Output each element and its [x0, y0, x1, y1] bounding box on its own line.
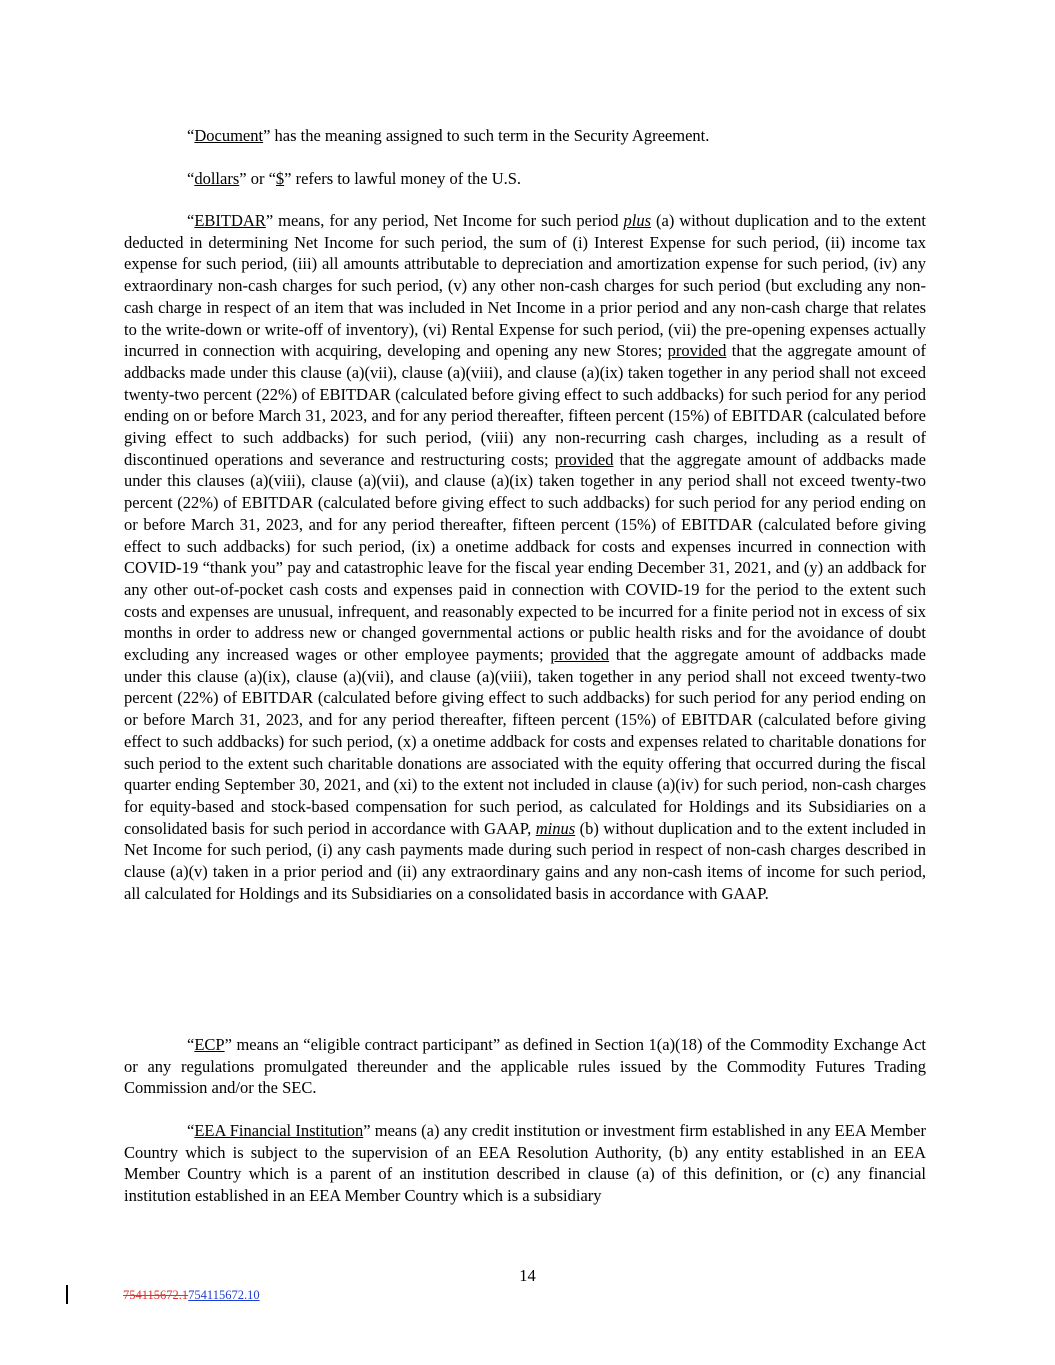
definition-eea-financial-institution — [124, 1120, 926, 1207]
definition-text-part-1: ” means, for any period, Net Income for such period — [265, 211, 624, 230]
definition-text-part-5: that the aggregate amount of addbacks made under this clause (a)(ix), clause (a)(vii), and clause (a)(viii), taken together in any period shall not exceed twenty-two percent (22%) of EBITDAR (calculated before giving effect to such addbacks) for such period for any period ending on or before March 31, 2023, and for any period thereafter, fifteen percent (15%) of EBITDAR (calculated before giving effect to such addbacks) for such period, (x) a onetime addback for costs and expenses related to charitable donations for such period to the extent such charitable donations are associated with the equity offering that occurred during the fiscal quarter ending September 30, 2021, and (xi) to the extent not included in clause (a)(iv) for such period, non-cash charges for equity-based and stock-based compensation for such period, as calculated for Holdings and its Subsidiaries on a consolidated basis for such period in accordance with GAAP, — [124, 645, 926, 838]
definition-connector: ” or “ — [239, 169, 276, 188]
provided-keyword: provided — [554, 449, 614, 469]
open-quote: “ — [187, 1035, 195, 1054]
definition-text-part-4: that the aggregate amount of addbacks made under this clauses (a)(viii), clause (a)(vii), and clause (a)(ix) taken together in any period shall not exceed twenty-two percent (22%) of EBITDAR (calculated before giving effect to such addbacks) for such period for any period ending on or before March 31, 2023, and for any period thereafter, fifteen percent (15%) of EBITDAR (calculated before giving effect to such addbacks) for such period, (ix) a onetime addback for costs and expenses incurred in connection with COVID-19 “thank you” pay and catastrophic leave for the fiscal year ending December 31, 2021, and (y) an addback for any other out-of-pocket cash costs and expenses paid in connection with COVID-19 for the period to the extent such costs and expenses are unusual, infrequent, and reasonably expected to be incurred for a finite period not in excess of six months in order to address new or changed governmental actions or public health risks and for the avoidance of doubt excluding any increased wages or other employee payments; — [124, 449, 926, 665]
defined-term-document: Document — [194, 126, 264, 145]
provided-keyword: provided — [550, 645, 610, 665]
inserted-document-id: 754115672.10 — [188, 1288, 260, 1302]
defined-term-eea: EEA Financial Institution — [194, 1121, 364, 1140]
defined-term-dollars: dollars — [194, 169, 240, 188]
definition-text: ” has the meaning assigned to such term in the Security Agreement. — [263, 126, 710, 145]
provided-keyword: provided — [667, 341, 727, 361]
defined-term-ebitdar: EBITDAR — [194, 211, 266, 230]
open-quote: “ — [187, 126, 195, 145]
minus-keyword: minus — [535, 818, 576, 838]
document-id — [123, 1288, 260, 1303]
defined-term-ecp: ECP — [194, 1035, 225, 1054]
definition-ecp — [124, 1034, 926, 1099]
page-number: 14 — [519, 1266, 536, 1285]
deleted-document-id: 754115672.1 — [123, 1288, 189, 1302]
defined-term-dollar-sign: $ — [275, 169, 285, 188]
definition-text-part-3: that the aggregate amount of addbacks made under this clause (a)(vii), clause (a)(viii), and clause (a)(ix) taken together in any period shall not exceed twenty-two percent (22%) of EBITDAR (calculated before giving effect to such addbacks) for such period for any period ending on or before March 31, 2023, and for any period thereafter, fifteen percent (15%) of EBITDAR (calculated before giving effect to such addbacks) for such period, (viii) any non-recurring cash charges, including as a result of discontinued operations and severance and restructuring costs; — [124, 341, 926, 469]
open-quote: “ — [187, 169, 195, 188]
definition-text-part-2: (a) without duplication and to the extent deducted in determining Net Income for such period, the sum of (i) Interest Expense for such period, (ii) income tax expense for such period, (iii) all amounts attributable to depreciation and amortization expense for such period, (iv) any extraordinary non-cash charges for such period, (v) any other non-cash charges for such period (but excluding any non-cash charge in respect of an item that was included in Net Income in a prior period and any non-cash charge that relates to the write-down or write-off of inventory), (vi) Rental Expense for such period, (vii) the pre-opening expenses actually incurred in connection with acquiring, developing and opening any new Stores; — [124, 211, 926, 361]
plus-keyword: plus — [623, 211, 652, 230]
definition-text-part-6: (b) without duplication and to the extent included in Net Income for such period, (i) any cash payments made during such period in respect of non-cash charges described in clause (a)(v) taken in a prior period and (ii) any extraordinary gains and any non-cash items of income for such period, all calculated for Holdings and its Subsidiaries on a consolidated basis in accordance with GAAP. — [124, 818, 926, 903]
definition-dollars — [124, 168, 926, 190]
definition-text: ” means (a) any credit institution or investment firm established in any EEA Member Country which is subject to the supervision of an EEA Resolution Authority, (b) any entity established in an EEA Member Country which is a parent of an institution described in clause (a) of this definition, or (c) any financial institution established in an EEA Member Country which is a subsidiary — [124, 1121, 926, 1206]
definition-text: ” refers to lawful money of the U.S. — [284, 169, 522, 188]
change-bar — [66, 1285, 68, 1304]
definition-ebitdar — [124, 210, 926, 905]
open-quote: “ — [187, 1121, 195, 1140]
definition-text: ” means an “eligible contract participant” as defined in Section 1(a)(18) of the Commodity Exchange Act or any regulations promulgated thereunder and the applicable rules issued by the Commodity Futures Trading Commission and/or the SEC. — [124, 1035, 926, 1098]
open-quote: “ — [187, 211, 195, 230]
definition-document — [124, 125, 926, 147]
